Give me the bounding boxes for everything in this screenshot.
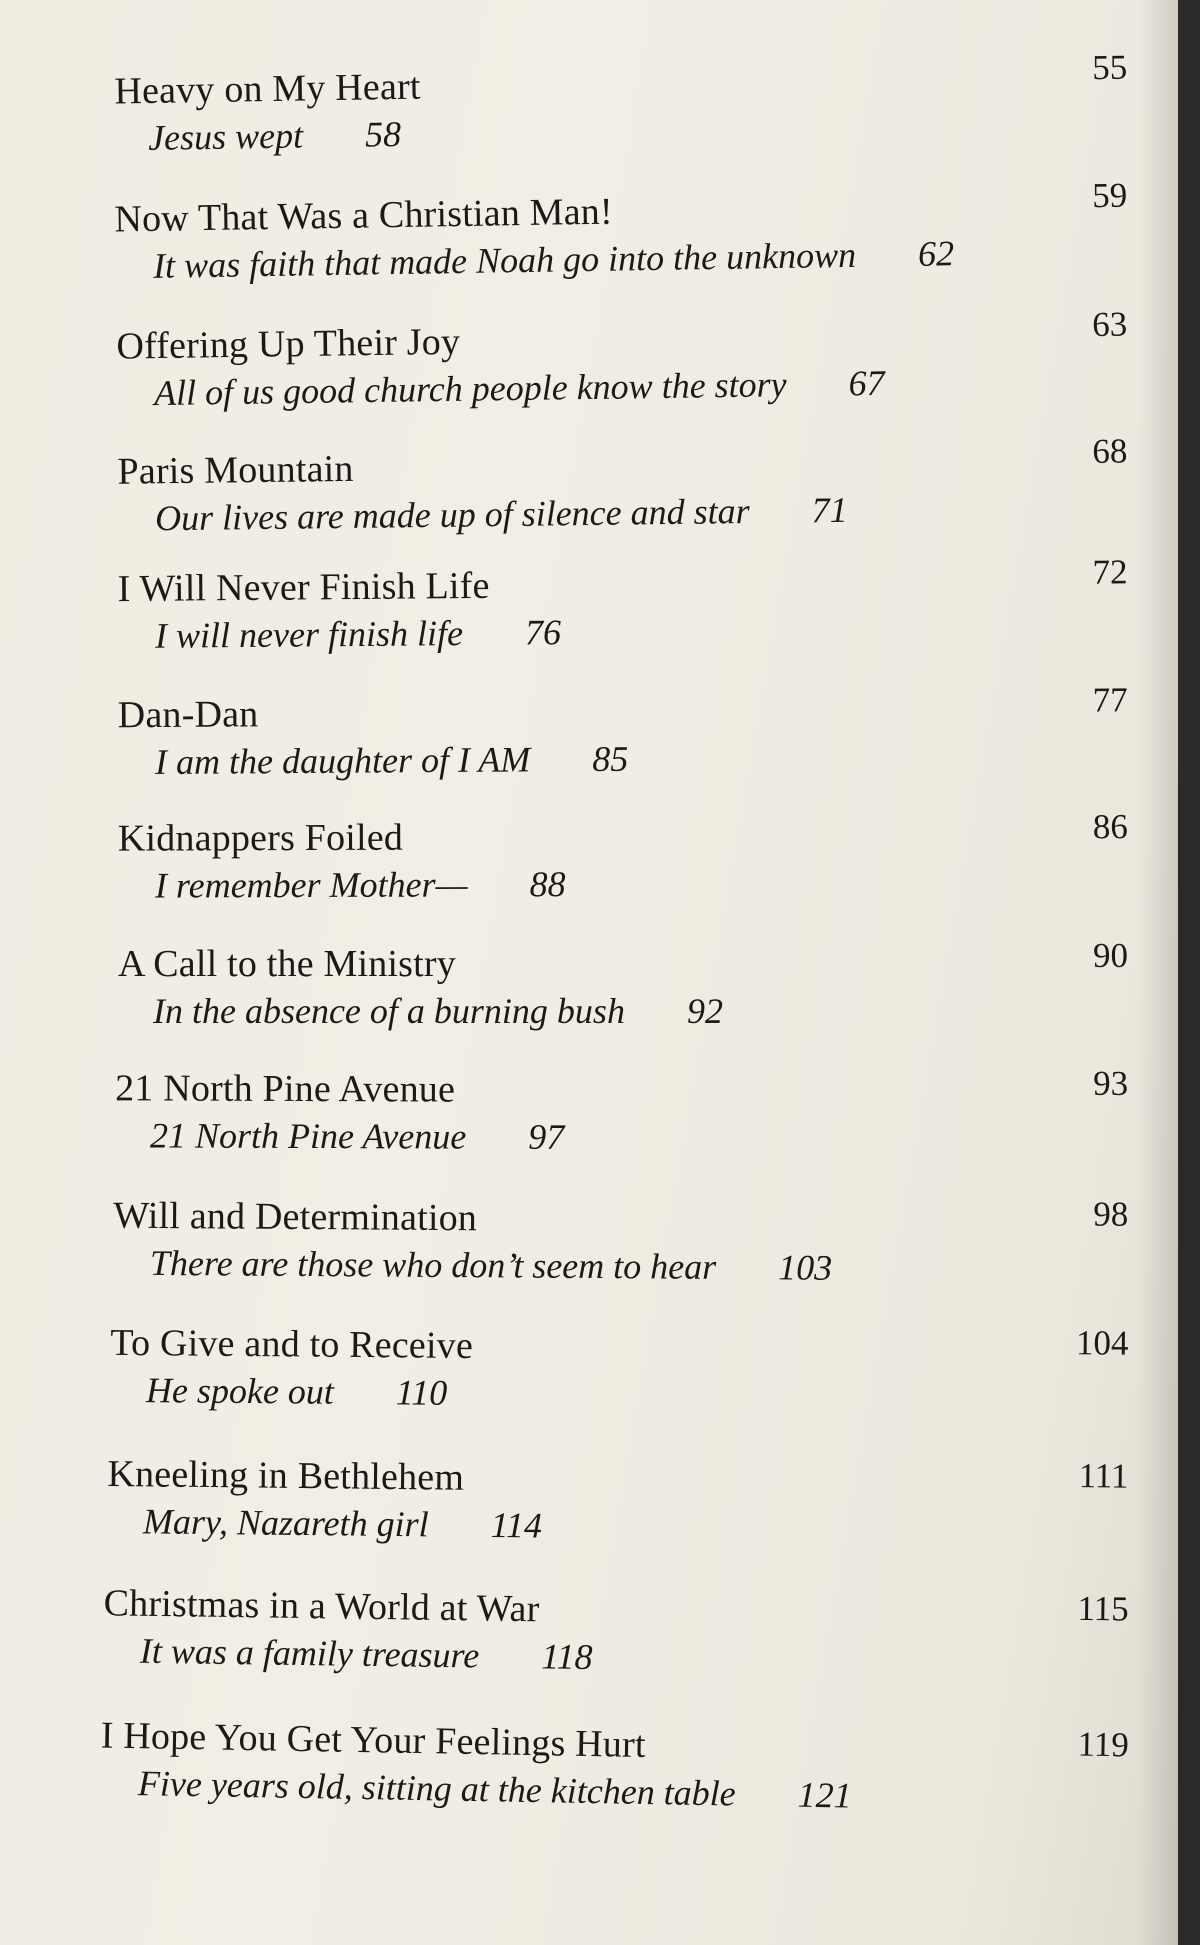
- chapter-title: Christmas in a World at War: [103, 1582, 540, 1631]
- subsection: [150, 1242, 833, 1289]
- toc-entry: [0, 431, 1178, 579]
- chapter-page: 104: [1075, 1323, 1129, 1363]
- chapter-title: 21 North Pine Avenue: [115, 1067, 456, 1111]
- subsection: [146, 1369, 448, 1414]
- subsection-text: 21 North Pine Avenue: [149, 1115, 467, 1157]
- toc-entry: [0, 47, 1178, 199]
- subsection-page: 110: [395, 1372, 448, 1413]
- chapter-title: To Give and to Receive: [110, 1321, 474, 1367]
- subsection-text: Jesus wept: [147, 115, 304, 158]
- toc-entry: [0, 680, 1178, 822]
- toc-entry: [0, 175, 1178, 327]
- subsection-page: 58: [364, 113, 402, 155]
- subsection: [138, 1762, 852, 1816]
- chapter-page: 98: [1093, 1194, 1129, 1234]
- subsection: [143, 1500, 542, 1546]
- subsection-page: 67: [848, 362, 885, 404]
- subsection-page: 71: [811, 489, 848, 531]
- subsection-page: 85: [592, 738, 629, 779]
- subsection-page: 121: [797, 1774, 853, 1816]
- subsection-text: All of us good church people know the story: [153, 364, 787, 414]
- chapter-page: 111: [1078, 1456, 1129, 1496]
- toc-entry: [0, 552, 1178, 696]
- chapter-title: Dan-Dan: [117, 693, 259, 737]
- chapter-page: 119: [1077, 1724, 1130, 1765]
- chapter-title: Kidnappers Foiled: [117, 816, 404, 860]
- subsection: [153, 232, 955, 287]
- chapter-page: 63: [1091, 304, 1128, 344]
- chapter-page: 72: [1092, 552, 1128, 592]
- subsection-page: 118: [540, 1636, 593, 1678]
- subsection: [140, 1630, 593, 1678]
- chapter-title: Now That Was a Christian Man!: [114, 190, 614, 241]
- chapter-page: 90: [1093, 936, 1128, 975]
- subsection-page: 76: [524, 612, 562, 653]
- subsection-text: Mary, Nazareth girl: [142, 1501, 429, 1545]
- subsection-page: 97: [528, 1116, 565, 1157]
- subsection: [155, 738, 629, 783]
- toc-entry: [0, 1580, 1178, 1724]
- toc-entry: [0, 807, 1178, 945]
- toc-entry: [0, 304, 1178, 454]
- subsection: [148, 113, 402, 159]
- subsection-text: Our lives are made up of silence and star: [154, 491, 750, 539]
- chapter-page: 86: [1092, 807, 1128, 847]
- subsection-page: 103: [778, 1247, 833, 1288]
- chapter-title: Kneeling in Bethlehem: [107, 1452, 465, 1499]
- subsection-text: In the absence of a burning bush: [153, 991, 625, 1031]
- subsection: [150, 1114, 564, 1157]
- subsection-text: It was a family treasure: [139, 1630, 480, 1676]
- subsection-text: It was faith that made Noah go into the unknown: [152, 234, 857, 286]
- subsection: [155, 489, 848, 539]
- subsection-page: 88: [529, 864, 566, 905]
- subsection: [155, 611, 561, 657]
- chapter-title: Will and Determination: [113, 1194, 478, 1240]
- subsection: [154, 362, 885, 414]
- subsection-page: 62: [917, 233, 955, 274]
- subsection: [153, 990, 723, 1032]
- chapter-title: Heavy on My Heart: [114, 65, 421, 113]
- chapter-title: I Hope You Get Your Feelings Hurt: [100, 1714, 647, 1766]
- subsection: [155, 863, 566, 906]
- chapter-page: 59: [1091, 175, 1128, 216]
- toc-entry: [0, 1063, 1178, 1198]
- toc-entry: [0, 1193, 1178, 1329]
- toc-entry: [0, 936, 1178, 1070]
- chapter-title: Offering Up Their Joy: [116, 320, 461, 368]
- chapter-page: 93: [1093, 1063, 1129, 1103]
- toc-entry: [0, 1712, 1178, 1861]
- chapter-page: 77: [1092, 680, 1128, 720]
- subsection-text: I remember Mother—: [154, 864, 468, 906]
- chapter-title: A Call to the Ministry: [118, 943, 456, 985]
- toc-entry: [0, 1451, 1178, 1591]
- subsection-text: I will never finish life: [154, 613, 464, 656]
- subsection-page: 92: [686, 991, 723, 1031]
- chapter-page: 55: [1091, 47, 1128, 88]
- subsection-page: 114: [490, 1504, 543, 1546]
- chapter-page: 115: [1077, 1588, 1129, 1629]
- subsection-text: He spoke out: [145, 1370, 335, 1412]
- subsection-text: Five years old, sitting at the kitchen table: [137, 1763, 737, 1814]
- chapter-title: I Will Never Finish Life: [117, 564, 490, 611]
- subsection-text: I am the daughter of I AM: [154, 739, 531, 783]
- toc-entry: [0, 1320, 1178, 1458]
- chapter-page: 68: [1092, 431, 1128, 471]
- subsection-text: There are those who don’t seem to hear: [149, 1242, 717, 1287]
- chapter-title: Paris Mountain: [117, 447, 354, 493]
